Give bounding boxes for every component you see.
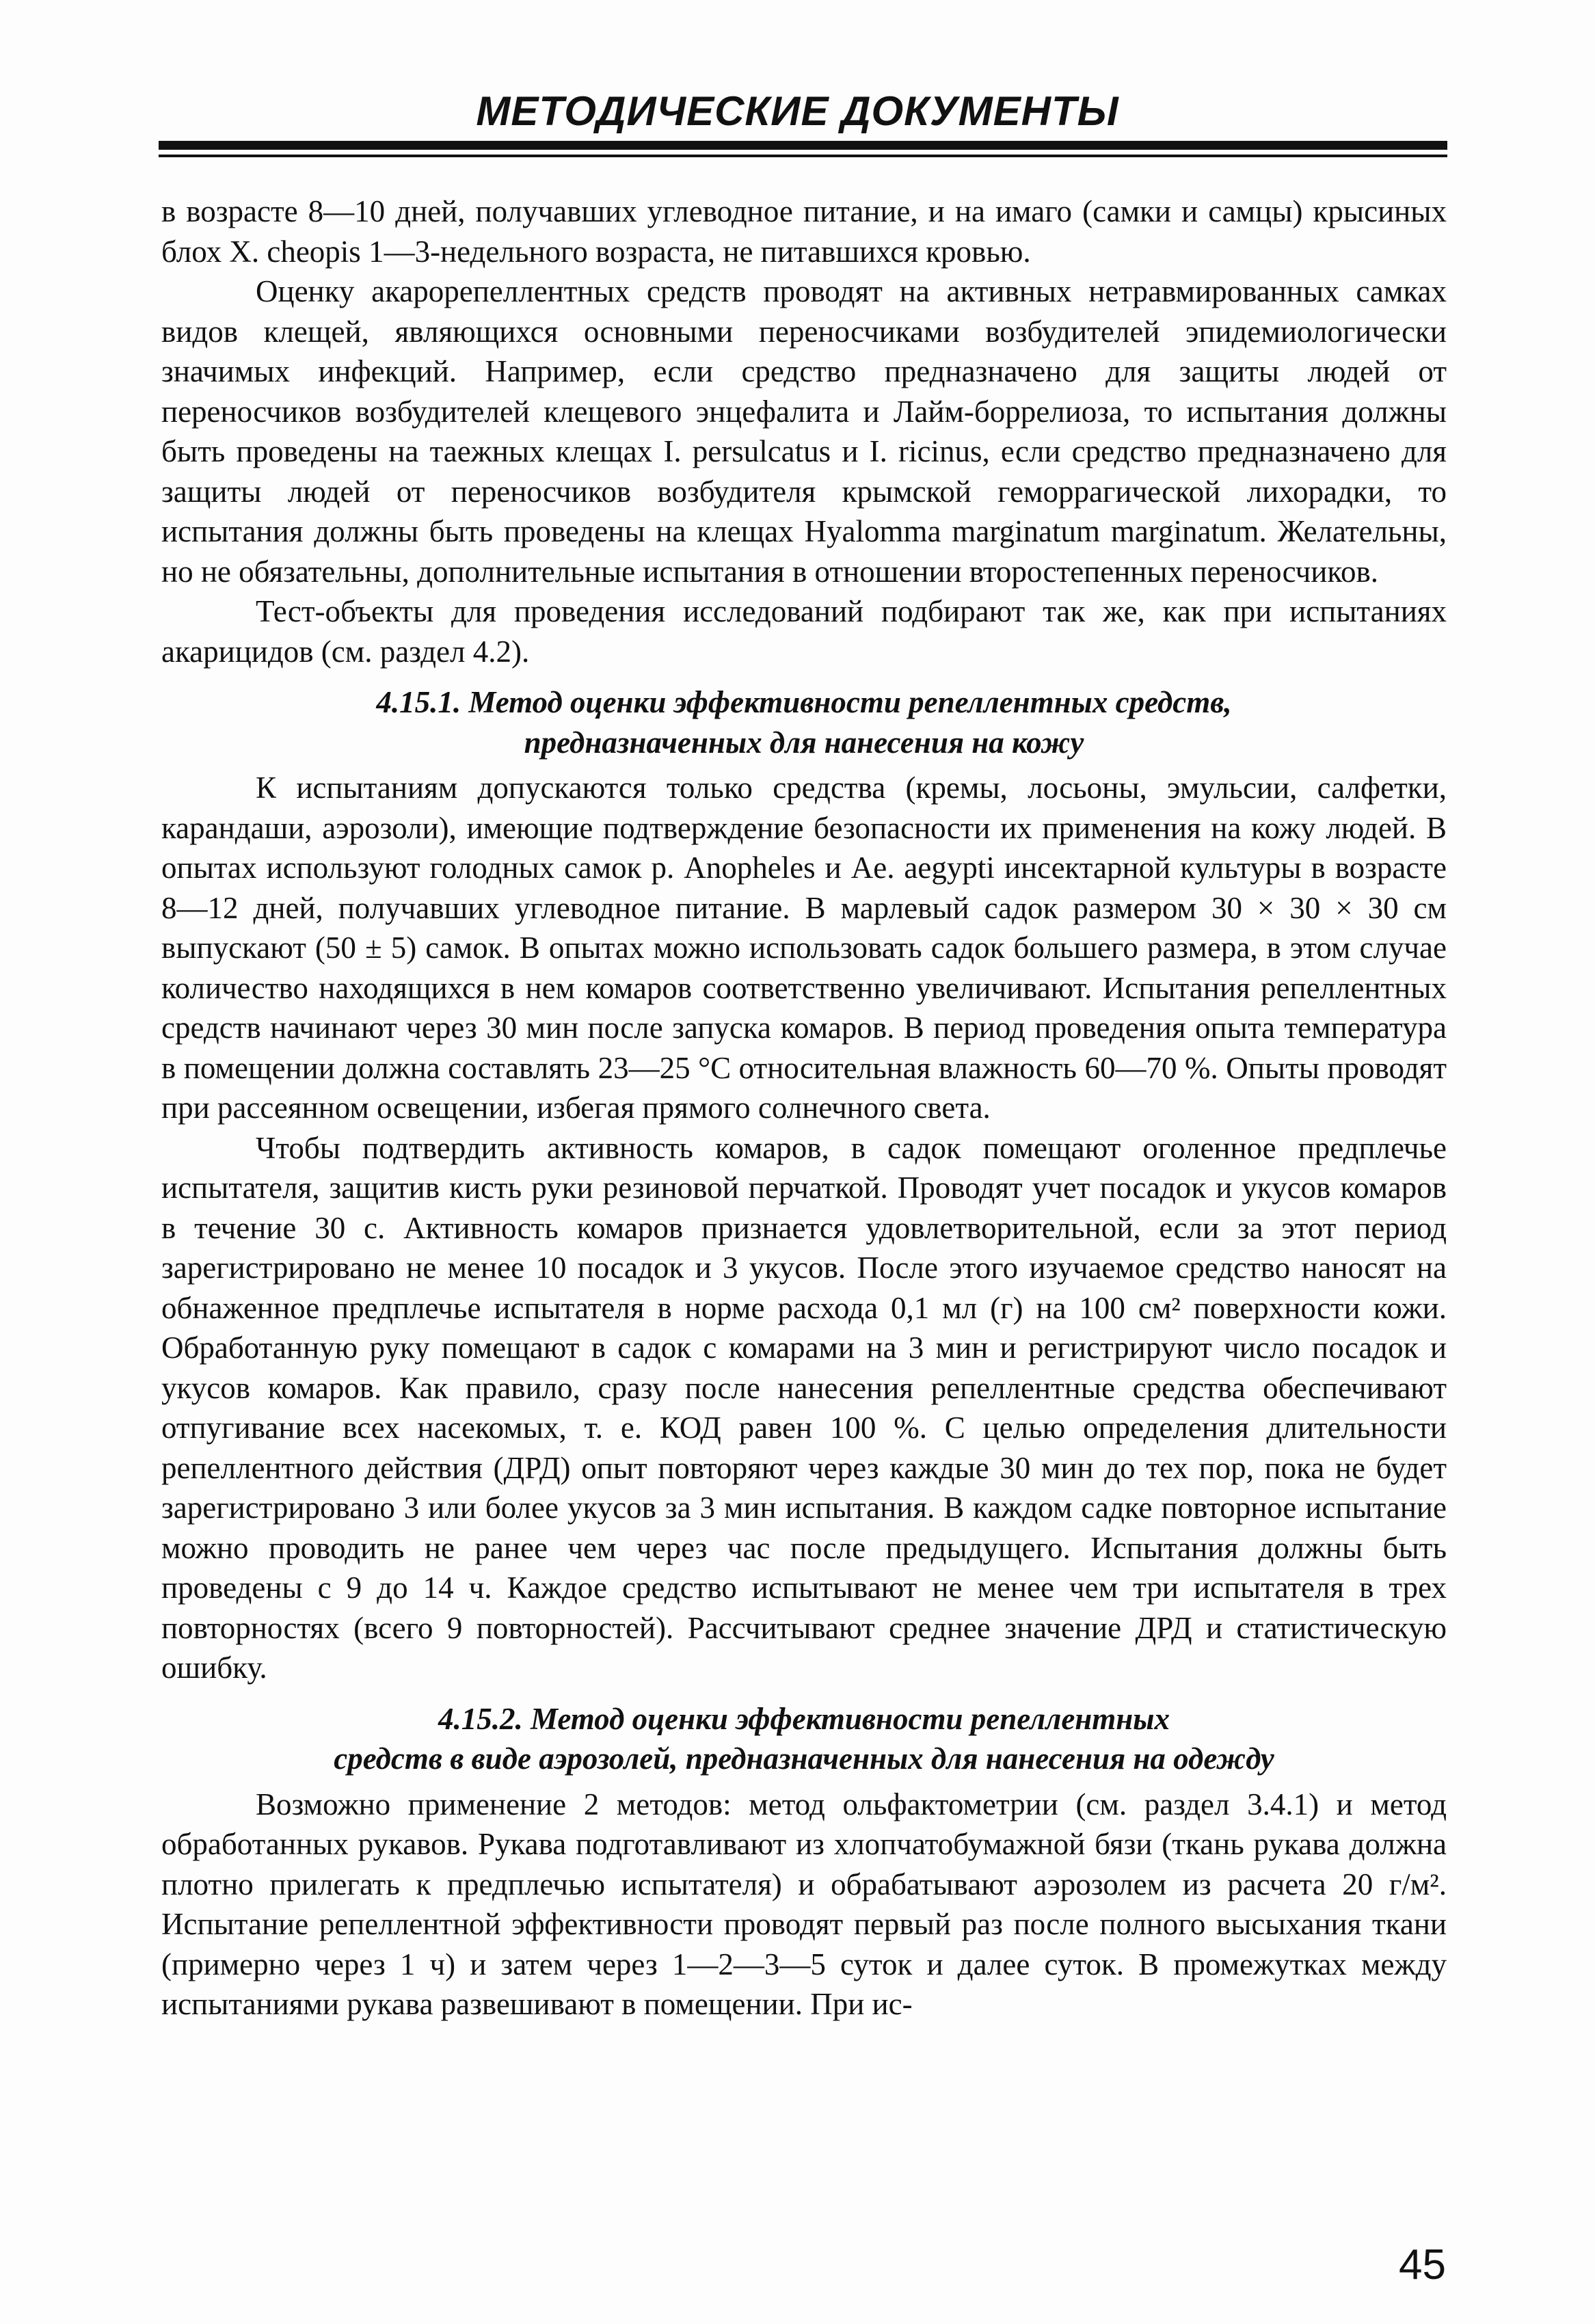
running-header: МЕТОДИЧЕСКИЕ ДОКУМЕНТЫ [476,88,1119,134]
paragraph: в возрасте 8—10 дней, получавших углеводное питание, и на имаго (самки и самцы) крысиных блох X. cheopis 1—3-недельного возраста, не питавшихся кровью. [161,194,1447,269]
header-rule-thin [159,155,1447,157]
paragraph: К испытаниям допускаются только средства (кремы, лосьоны, эмульсии, салфетки, карандаши, аэрозоли), имеющие подтверждение безопасности их применения на кожу людей. В опытах используют голодных самок р. Anopheles и Ae. aegypti инсектарной культуры в возрасте 8—12 дней, получавших углеводное питание. В марлевый садок размером 30 × 30 × 30 см выпускают (50 ± 5) самок. В опытах можно использовать садок большего размера, в этом случае количество находящихся в нем комаров соответственно увеличивают. Испытания репеллентных средств начинают через 30 мин после запуска комаров. В период проведения опыта температура в помещении должна составлять 23—25 °С относительная влажность 60—70 %. Опыты проводят при рассеянном освещении, избегая прямого солнечного света. [161,771,1447,1125]
paragraph: Чтобы подтвердить активность комаров, в садок помещают оголенное предплечье испытателя, защитив кисть руки резиновой перчаткой. Проводят учет посадок и укусов комаров в течение 30 с. Активность комаров признается удовлетворительной, если за этот период зарегистрировано не менее 10 посадок и 3 укусов. После этого изучаемое средство наносят на обнаженное предплечье испытателя в норме расхода 0,1 мл (г) на 100 см² поверхности кожи. Обработанную руку помещают в садок с комарами на 3 мин и регистрируют число посадок и укусов комаров. Как правило, сразу после нанесения репеллентные средства обеспечивают отпугивание всех насекомых, т. е. КОД равен 100 %. С целью определения длительности репеллентного действия (ДРД) опыт повторяют через каждые 30 мин до тех пор, пока не будет зарегистрировано 3 или более укусов за 3 мин испытания. В каждом садке повторное испытание можно проводить не ранее чем через час после предыдущего. Испытания должны быть проведены с 9 до 14 ч. Каждое средство испытывают не менее чем три испытателя в трех повторностях (всего 9 повторностей). Рассчитывают среднее значение ДРД и статистическую ошибку. [161,1130,1447,1685]
header-rule-thick [159,141,1447,150]
paragraph: Оценку акарорепеллентных средств проводят на активных нетравмированных самках видов клещей, являющихся основными переносчиками возбудителей эпидемиологически значимых инфекций. Например, если средство предназначено для защиты людей от переносчиков возбудителей клещевого энцефалита и Лайм-боррелиоза, то испытания должны быть проведены на таежных клещах I. persulcatus и I. ricinus, если средство предназначено для защиты людей от переносчиков возбудителя крымской геморрагической лихорадки, то испытания должны быть проведены на клещах Hyalomma marginatum marginatum. Желательны, но не обязательны, дополнительные испытания в отношении второстепенных переносчиков. [161,274,1447,589]
section-heading-line: предназначенных для нанесения на кожу [524,725,1084,760]
section-heading-4-15-1 [161,682,1447,762]
body-text [161,191,1447,2025]
paragraph: Возможно применение 2 методов: метод ольфактометрии (см. раздел 3.4.1) и метод обработанных рукавов. Рукава подготавливают из хлопчатобумажной бязи (ткань рукава должна плотно прилегать к предплечью испытателя) и обрабатывают аэрозолем из расчета 20 г/м². Испытание репеллентной эффективности проводят первый раз после полного высыхания ткани (примерно через 1 ч) и затем через 1—2—3—5 суток и далее суток. В промежутках между испытаниями рукава развешивают в помещении. При ис- [161,1787,1447,2021]
section-heading-4-15-2 [161,1699,1447,1779]
section-heading-line: 4.15.1. Метод оценки эффективности репеллентных средств, [376,685,1232,719]
paragraph: Тест-объекты для проведения исследований подбирают так же, как при испытаниях акарицидов (см. раздел 4.2). [161,594,1447,669]
section-heading-line: 4.15.2. Метод оценки эффективности репеллентных [438,1701,1170,1736]
section-heading-line: средств в виде аэрозолей, предназначенных для нанесения на одежду [334,1741,1274,1776]
page-number: 45 [1399,2241,1446,2288]
